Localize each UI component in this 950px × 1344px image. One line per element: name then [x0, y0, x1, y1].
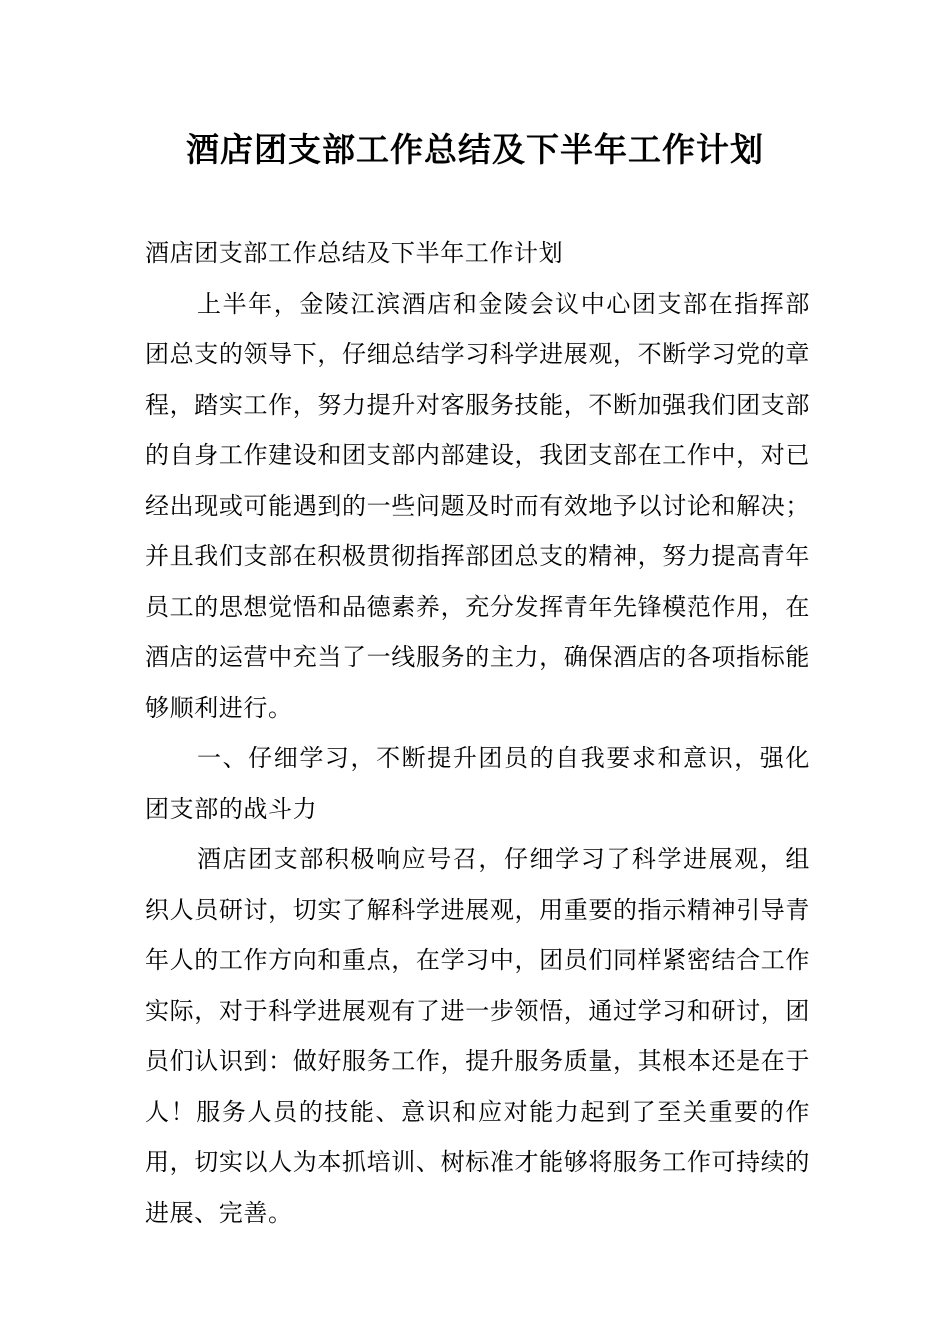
document-body	[145, 228, 810, 1238]
subtitle-paragraph: 酒店团支部工作总结及下半年工作计划	[145, 239, 564, 267]
section-1-paragraph: 酒店团支部积极响应号召，仔细学习了科学进展观，组织人员研讨，切实了解科学进展观，用重要的指示精神引导青年人的工作方向和重点，在学习中，团员们同样紧密结合工作实际，对于科学进展观有了进一步领悟，通过学习和研讨，团员们认识到：做好服务工作，提升服务质量，其根本还是在于人！服务人员的技能、意识和应对能力起到了至关重要的作用，切实以人为本抓培训、树标准才能够将服务工作可持续的进展、完善。	[145, 845, 810, 1227]
section-heading-1: 一、仔细学习，不断提升团员的自我要求和意识，强化团支部的战斗力	[145, 744, 810, 823]
intro-paragraph: 上半年，金陵江滨酒店和金陵会议中心团支部在指挥部团总支的领导下，仔细总结学习科学进展观，不断学习党的章程，踏实工作，努力提升对客服务技能，不断加强我们团支部的自身工作建设和团支部内部建设，我团支部在工作中，对已经出现或可能遇到的一些问题及时而有效地予以讨论和解决；并且我们支部在积极贯彻指挥部团总支的精神，努力提高青年员工的思想觉悟和品德素养，充分发挥青年先锋模范作用，在酒店的运营中充当了一线服务的主力，确保酒店的各项指标能够顺利进行。	[145, 289, 810, 722]
document-title: 酒店团支部工作总结及下半年工作计划	[186, 130, 764, 169]
